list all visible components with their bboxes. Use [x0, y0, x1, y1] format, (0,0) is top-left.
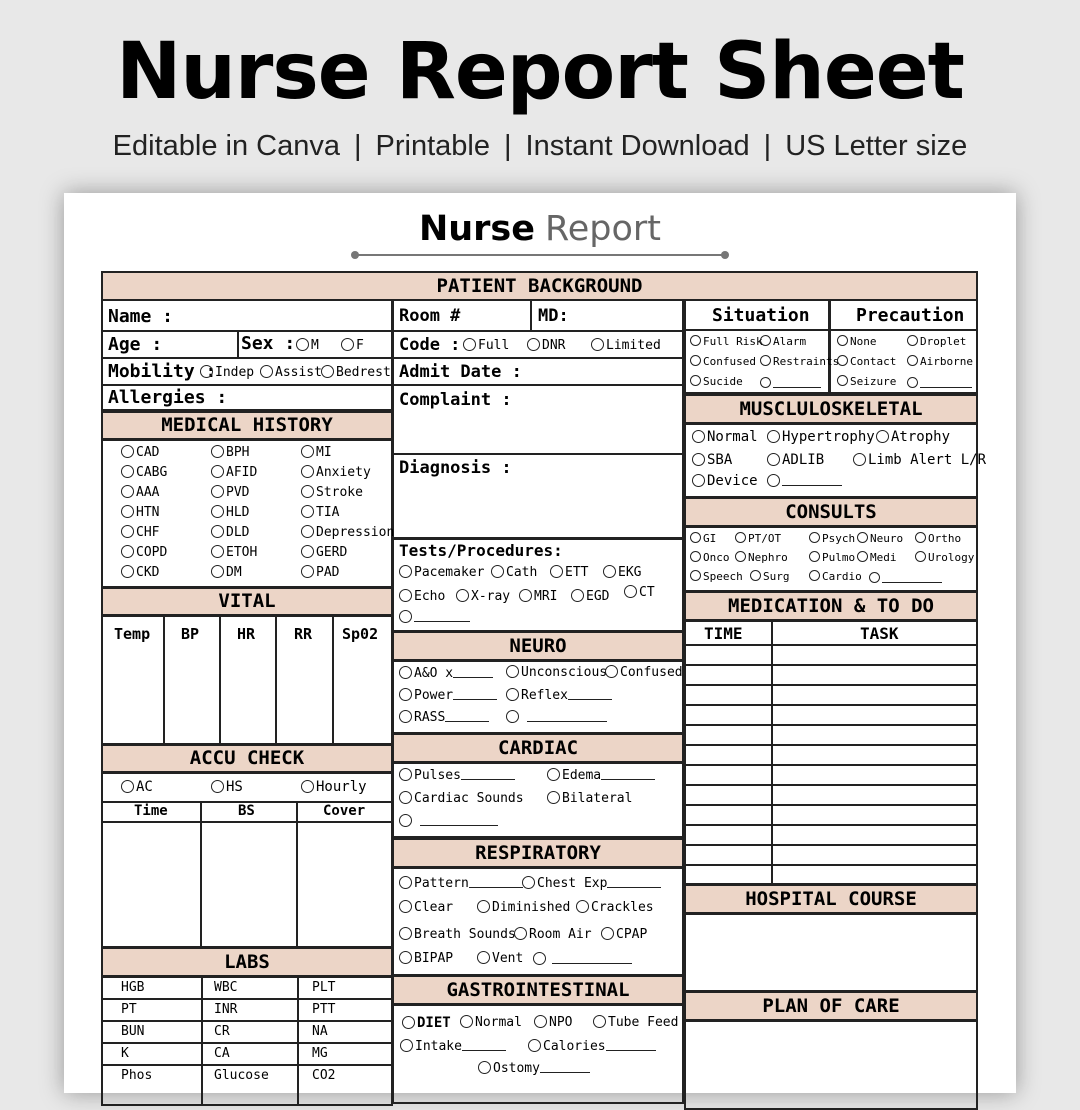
mobility-indep-option[interactable]: Indep — [200, 365, 254, 380]
gi-option[interactable]: Normal — [460, 1015, 522, 1030]
vital-col-spo2: Sp02 — [342, 625, 379, 643]
sex-f-option[interactable]: F — [341, 338, 364, 353]
gi-option[interactable]: Intake — [400, 1038, 506, 1054]
lab-cell[interactable]: CO2 — [312, 1068, 336, 1083]
tests-label: Tests/Procedures: — [399, 541, 563, 560]
hospital-course-header: HOSPITAL COURSE — [684, 884, 978, 914]
accu-col-bs: BS — [238, 803, 255, 819]
option-label: COPD — [136, 545, 168, 560]
code-dnr-option[interactable]: DNR — [527, 338, 565, 353]
medical-history-option[interactable] — [301, 525, 394, 540]
medication-row-line[interactable] — [684, 844, 978, 846]
radio-circle[interactable] — [857, 551, 868, 562]
sheet-title-light: Report — [545, 209, 662, 249]
radio-circle[interactable] — [857, 532, 868, 543]
medication-row-line[interactable] — [684, 784, 978, 786]
option-label: ETOH — [226, 545, 258, 560]
consult-option[interactable] — [735, 532, 781, 545]
situation-option[interactable]: Alarm — [760, 335, 806, 348]
radio-circle[interactable] — [690, 570, 701, 581]
medication-row-line[interactable] — [684, 744, 978, 746]
option-label: Depression — [316, 525, 395, 540]
test-option[interactable]: MRI — [519, 589, 557, 604]
option-label: PT/OT — [748, 532, 782, 545]
radio-circle[interactable] — [211, 465, 224, 478]
gi-option[interactable]: Ostomy — [478, 1060, 590, 1076]
test-option[interactable]: EKG — [603, 565, 641, 580]
radio-circle[interactable] — [121, 525, 134, 538]
sex-m-option[interactable]: M — [296, 338, 319, 353]
resp-option[interactable]: Vent — [477, 951, 523, 966]
neuro-blank-option[interactable] — [506, 709, 607, 725]
radio-circle[interactable] — [211, 525, 224, 538]
radio-circle[interactable] — [121, 565, 134, 578]
resp-option[interactable]: Pattern — [399, 875, 523, 891]
accu-col-cover: Cover — [323, 803, 366, 819]
test-option[interactable]: EGD — [571, 589, 609, 604]
option-label: Urology — [928, 551, 975, 564]
sheet-title-bold: Nurse — [418, 209, 535, 249]
medical-history-option[interactable] — [121, 525, 159, 540]
situation-blank-option[interactable] — [760, 375, 821, 390]
radio-circle[interactable] — [690, 551, 701, 562]
labs-row-line — [101, 998, 393, 1000]
cardiac-option[interactable]: Edema — [547, 767, 655, 783]
lab-cell[interactable]: BUN — [121, 1024, 145, 1039]
medical-history-option[interactable] — [301, 565, 339, 580]
consult-option[interactable] — [750, 570, 790, 583]
gi-diet-option[interactable]: DIET — [402, 1015, 451, 1031]
option-label: GERD — [316, 545, 348, 560]
labs-header: LABS — [101, 947, 393, 977]
radio-circle[interactable] — [735, 551, 746, 562]
diagnosis-label[interactable]: Diagnosis : — [399, 458, 512, 478]
neuro-option[interactable]: Power — [399, 687, 497, 703]
option-label: AFID — [226, 465, 258, 480]
radio-circle[interactable] — [735, 532, 746, 543]
medical-history-option[interactable] — [301, 505, 339, 520]
cardiac-blank-option[interactable] — [399, 813, 498, 829]
consult-option[interactable] — [915, 532, 961, 545]
option-label: AAA — [136, 485, 160, 500]
medical-history-option[interactable] — [211, 525, 249, 540]
situation-title: Situation — [712, 305, 810, 326]
resp-option[interactable]: Chest Exp — [522, 875, 661, 891]
option-label: PAD — [316, 565, 340, 580]
medication-row-line[interactable] — [684, 684, 978, 686]
medication-row-line[interactable] — [684, 764, 978, 766]
labs-row-line — [101, 1042, 393, 1044]
situation-option[interactable]: Sucide — [690, 375, 743, 388]
option-label: Nephro — [748, 551, 788, 564]
radio-circle[interactable] — [915, 532, 926, 543]
labs-row-line — [101, 1064, 393, 1066]
allergies-label[interactable]: Allergies : — [108, 387, 228, 408]
mobility-bedrest-option[interactable]: Bedrest — [321, 365, 391, 380]
radio-circle[interactable] — [809, 570, 820, 581]
cardiac-header: CARDIAC — [392, 733, 684, 763]
resp-option[interactable]: Crackles — [576, 900, 654, 915]
option-label: HTN — [136, 505, 160, 520]
accu-check-box — [101, 772, 393, 948]
medical-history-option[interactable] — [211, 445, 249, 460]
precaution-option[interactable]: None — [837, 335, 877, 348]
medication-row-line[interactable] — [684, 644, 978, 646]
radio-circle[interactable] — [301, 525, 314, 538]
lab-cell[interactable]: NA — [312, 1024, 328, 1039]
radio-circle[interactable] — [301, 565, 314, 578]
lab-cell[interactable]: WBC — [214, 980, 238, 995]
radio-circle[interactable] — [915, 551, 926, 562]
lab-cell[interactable]: K — [121, 1046, 129, 1061]
musculo-option[interactable]: Atrophy — [876, 429, 950, 445]
musculo-option[interactable]: Limb Alert L/R — [853, 452, 986, 468]
option-label: Surg — [763, 570, 790, 583]
medical-history-option[interactable] — [211, 565, 242, 580]
radio-circle[interactable] — [121, 465, 134, 478]
precaution-title: Precaution — [856, 305, 965, 326]
neuro-header: NEURO — [392, 631, 684, 661]
precaution-option[interactable]: Airborne — [907, 355, 973, 368]
hospital-course-box[interactable] — [684, 913, 978, 992]
lab-cell[interactable]: MG — [312, 1046, 328, 1061]
medical-history-option[interactable] — [211, 545, 257, 560]
radio-circle[interactable] — [301, 505, 314, 518]
situation-option[interactable]: Full Risk — [690, 335, 763, 348]
option-label: CABG — [136, 465, 168, 480]
medical-history-option[interactable] — [211, 485, 249, 500]
consult-option[interactable] — [915, 551, 974, 564]
gi-option[interactable]: NPO — [534, 1015, 572, 1030]
subtitle-item: US Letter size — [785, 130, 968, 162]
lab-cell[interactable]: Phos — [121, 1068, 153, 1083]
option-label: Medi — [870, 551, 897, 564]
vital-header: VITAL — [101, 587, 393, 616]
mobility-label: Mobility : — [108, 361, 217, 382]
resp-option[interactable]: BIPAP — [399, 951, 453, 966]
precaution-option[interactable]: Seizure — [837, 375, 896, 388]
vital-col-bp: BP — [181, 625, 200, 643]
option-label: Psych — [822, 532, 856, 545]
md-label[interactable]: MD: — [538, 306, 569, 326]
accu-option[interactable]: HS — [211, 779, 243, 795]
cardiac-option[interactable]: Bilateral — [547, 791, 632, 806]
separator: | — [353, 130, 362, 162]
option-label: Onco — [703, 551, 730, 564]
option-label: DM — [226, 565, 242, 580]
option-label: HLD — [226, 505, 250, 520]
gi-option[interactable]: Calories — [528, 1038, 656, 1054]
option-label: Anxiety — [316, 465, 371, 480]
radio-circle[interactable] — [121, 445, 134, 458]
lab-cell[interactable]: CR — [214, 1024, 230, 1039]
labs-table — [101, 976, 393, 1106]
medical-history-option[interactable] — [121, 565, 159, 580]
test-option[interactable]: CT — [624, 585, 655, 600]
cardiac-option[interactable]: Cardiac Sounds — [399, 791, 524, 806]
test-option[interactable]: Echo — [399, 589, 445, 604]
consults-header: CONSULTS — [684, 497, 978, 527]
option-label: CAD — [136, 445, 160, 460]
option-label: Speech — [703, 570, 743, 583]
resp-blank-option[interactable] — [533, 951, 632, 967]
sheet-title — [64, 207, 1016, 251]
option-label: Pulmo — [822, 551, 856, 564]
complaint-label[interactable]: Complaint : — [399, 390, 512, 410]
musculo-blank-option[interactable] — [767, 473, 842, 489]
consult-option[interactable] — [809, 570, 862, 583]
vital-col-temp: Temp — [114, 625, 151, 643]
option-label: CHF — [136, 525, 160, 540]
title-divider — [355, 254, 725, 256]
medication-row-line[interactable] — [684, 804, 978, 806]
radio-circle[interactable] — [121, 545, 134, 558]
resp-option[interactable]: Clear — [399, 900, 453, 915]
lab-cell[interactable]: PTT — [312, 1002, 336, 1017]
radio-circle[interactable] — [211, 505, 224, 518]
medical-history-option[interactable] — [121, 505, 159, 520]
precaution-blank-option[interactable] — [907, 375, 972, 390]
code-limited-option[interactable]: Limited — [591, 338, 661, 353]
accu-check-header: ACCU CHECK — [101, 744, 393, 773]
lab-cell[interactable]: HGB — [121, 980, 145, 995]
gastrointestinal-header: GASTROINTESTINAL — [392, 975, 684, 1005]
option-label: Neuro — [870, 532, 904, 545]
radio-circle[interactable] — [301, 485, 314, 498]
med-col-task: TASK — [860, 624, 899, 643]
radio-circle[interactable] — [211, 565, 224, 578]
test-option[interactable]: Cath — [491, 565, 537, 580]
resp-option[interactable]: Diminished — [477, 900, 570, 915]
option-label: GI — [703, 532, 717, 545]
subtitle-item: Instant Download — [525, 130, 750, 162]
precaution-option[interactable]: Droplet — [907, 335, 966, 348]
resp-option[interactable]: Breath Sounds — [399, 927, 516, 942]
lab-cell[interactable]: Glucose — [214, 1068, 269, 1083]
medication-row-line[interactable] — [684, 864, 978, 866]
radio-circle[interactable] — [121, 485, 134, 498]
resp-option[interactable]: CPAP — [601, 927, 647, 942]
option-label: DLD — [226, 525, 250, 540]
option-label: Ortho — [928, 532, 962, 545]
separator: | — [504, 130, 512, 162]
medication-row-line[interactable] — [684, 704, 978, 706]
consult-option[interactable] — [809, 532, 855, 545]
medical-history-option[interactable] — [301, 445, 332, 460]
musculo-option[interactable]: Normal — [692, 429, 758, 445]
accu-col-time: Time — [134, 803, 168, 819]
option-label: BPH — [226, 445, 250, 460]
consult-option[interactable] — [690, 551, 730, 564]
radio-circle[interactable] — [211, 445, 224, 458]
medication-row-line[interactable] — [684, 724, 978, 726]
vital-col-rr: RR — [294, 625, 313, 643]
separator: | — [763, 130, 772, 162]
option-label: MI — [316, 445, 332, 460]
medical-history-option[interactable] — [121, 485, 159, 500]
radio-circle[interactable] — [211, 545, 224, 558]
lab-cell[interactable]: CA — [214, 1046, 230, 1061]
page-title: Nurse Report Sheet — [116, 27, 964, 117]
consult-option[interactable] — [735, 551, 788, 564]
admit-date-label[interactable]: Admit Date : — [399, 362, 522, 382]
musculo-option[interactable]: ADLIB — [767, 452, 824, 468]
medical-history-option[interactable] — [211, 505, 249, 520]
option-label: CKD — [136, 565, 160, 580]
radio-circle[interactable] — [301, 445, 314, 458]
medical-history-option[interactable] — [121, 445, 159, 460]
medical-history-option[interactable] — [211, 465, 257, 480]
neuro-option[interactable]: Unconscious — [506, 665, 607, 680]
test-option[interactable]: Pacemaker — [399, 565, 484, 580]
test-blank-option[interactable] — [399, 609, 470, 625]
cardiac-option[interactable]: Pulses — [399, 767, 515, 783]
medication-header: MEDICATION & TO DO — [684, 591, 978, 621]
vital-col-hr: HR — [237, 625, 256, 643]
plan-of-care-box[interactable] — [684, 1020, 978, 1110]
gi-option[interactable]: Tube Feed — [593, 1015, 678, 1030]
musculo-option[interactable]: Device — [692, 473, 758, 489]
consult-option[interactable] — [857, 551, 897, 564]
neuro-option[interactable]: Confused — [605, 665, 683, 680]
subtitle — [0, 126, 1080, 166]
situation-option[interactable]: Restraints — [760, 355, 839, 368]
medical-history-option[interactable] — [121, 465, 167, 480]
code-full-option[interactable]: Full — [463, 338, 509, 353]
accu-option[interactable]: AC — [121, 779, 153, 795]
resp-option[interactable]: Room Air — [514, 927, 592, 942]
medical-history-option[interactable] — [301, 545, 347, 560]
radio-circle[interactable] — [690, 532, 701, 543]
radio-circle[interactable] — [809, 532, 820, 543]
name-label[interactable]: Name : — [108, 306, 174, 327]
consult-option[interactable] — [857, 532, 903, 545]
age-label[interactable]: Age : — [108, 334, 163, 355]
consult-option[interactable] — [690, 570, 743, 583]
option-label: Stroke — [316, 485, 363, 500]
mobility-assist-option[interactable]: Assist — [260, 365, 322, 380]
lab-cell[interactable]: PLT — [312, 980, 336, 995]
medication-row-line[interactable] — [684, 824, 978, 826]
option-label: PVD — [226, 485, 250, 500]
radio-circle[interactable] — [750, 570, 761, 581]
room-label[interactable]: Room # — [399, 306, 461, 326]
report-sheet — [64, 193, 1016, 1093]
musculo-option[interactable]: Hypertrophy — [767, 429, 875, 445]
test-option[interactable]: X-ray — [456, 589, 510, 604]
medication-row-line[interactable] — [684, 664, 978, 666]
patient-background-header: PATIENT BACKGROUND — [101, 271, 978, 301]
radio-circle[interactable] — [121, 505, 134, 518]
lab-cell[interactable]: PT — [121, 1002, 137, 1017]
radio-circle[interactable] — [809, 551, 820, 562]
medical-history-option[interactable] — [301, 465, 371, 480]
radio-circle[interactable] — [301, 465, 314, 478]
option-label: Cardio — [822, 570, 862, 583]
precaution-option[interactable]: Contact — [837, 355, 896, 368]
radio-circle[interactable] — [211, 485, 224, 498]
subtitle-item: Editable in Canva — [112, 130, 340, 162]
test-option[interactable]: ETT — [550, 565, 588, 580]
option-label: TIA — [316, 505, 340, 520]
medical-history-header: MEDICAL HISTORY — [101, 411, 393, 440]
respiratory-header: RESPIRATORY — [392, 838, 684, 868]
neuro-option[interactable]: RASS — [399, 709, 489, 725]
lab-cell[interactable]: INR — [214, 1002, 238, 1017]
radio-circle[interactable] — [301, 545, 314, 558]
accu-option[interactable]: Hourly — [301, 779, 367, 795]
consult-blank-option[interactable] — [869, 570, 942, 585]
musculo-option[interactable]: SBA — [692, 452, 732, 468]
musculoskeletal-header: MUSCLULOSKELETAL — [684, 394, 978, 424]
neuro-option[interactable]: A&O x — [399, 665, 493, 681]
consult-option[interactable] — [809, 551, 855, 564]
sex-label: Sex : — [241, 333, 296, 354]
medical-history-option[interactable] — [121, 545, 167, 560]
situation-option[interactable]: Confused — [690, 355, 756, 368]
plan-of-care-header: PLAN OF CARE — [684, 991, 978, 1021]
code-label: Code : — [399, 335, 461, 355]
labs-row-line — [101, 1020, 393, 1022]
med-col-time: TIME — [704, 624, 743, 643]
medical-history-option[interactable] — [301, 485, 363, 500]
neuro-option[interactable]: Reflex — [506, 687, 612, 703]
subtitle-item: Printable — [375, 130, 490, 162]
consult-option[interactable] — [690, 532, 716, 545]
